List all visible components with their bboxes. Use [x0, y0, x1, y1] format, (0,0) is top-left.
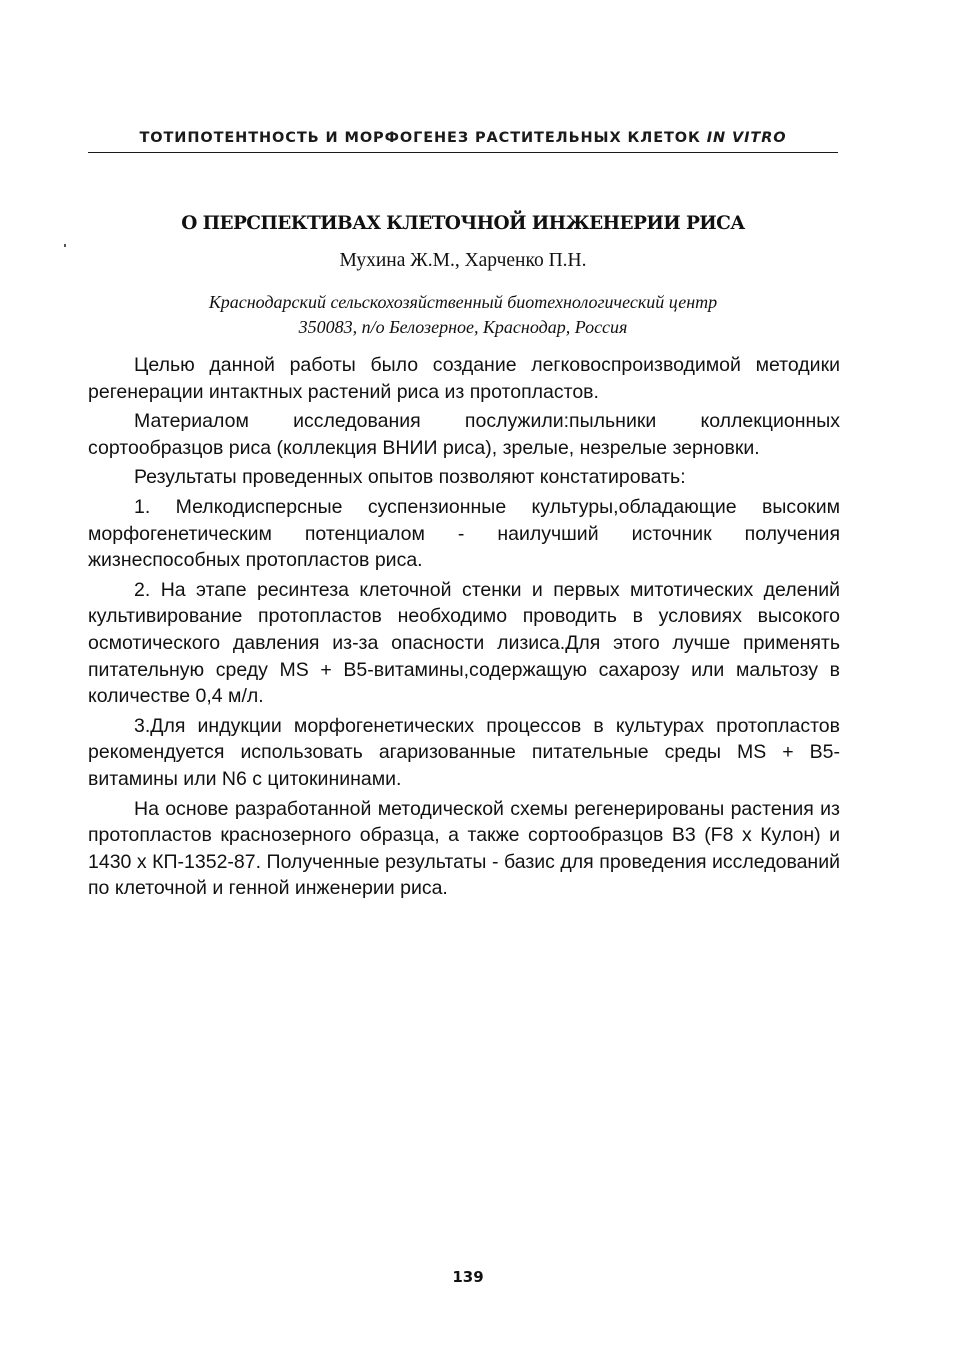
running-header-italic: IN VITRO [706, 130, 787, 146]
header-rule [88, 152, 838, 153]
affiliation-line-2: 350083, п/о Белозерное, Краснодар, Россия [298, 317, 628, 337]
affiliation-line-1: Краснодарский сельскохозяйственный биотехнологический центр [208, 292, 718, 312]
running-header-main: ТОТИПОТЕНТНОСТЬ И МОРФОГЕНЕЗ РАСТИТЕЛЬНЫХ КЛЕТОК [139, 130, 701, 146]
paragraph-material: Материалом исследования послужили:пыльники коллекционных сортообразцов риса (коллекция ВНИИ риса), зрелые, незрелые зерновки. [88, 410, 840, 459]
scan-speck [64, 244, 66, 247]
paragraph-results-intro: Результаты проведенных опытов позволяют констатировать: [134, 466, 686, 489]
article-authors: Мухина Ж.М., Харченко П.Н. [339, 250, 587, 271]
paragraph-conclusion: На основе разработанной методической схемы регенерированы растения из протопластов краснозерного образца, а также сортообразцов B3 (F8 х Кулон) и 1430 х КП-1352-87. Полученные результаты - базис для проведения исследований по клеточной и генной инженерии риса. [88, 797, 840, 900]
article-body [88, 352, 840, 905]
page-number: 139 [452, 1268, 484, 1286]
paragraph-goal: Целью данной работы было создание легковоспроизводимой методики регенерации интактных растений риса из протопластов. [88, 354, 840, 403]
result-item-1: 1. Мелкодисперсные суспензионные культуры,обладающие высоким морфогенетическим потенциалом - наилучший источник получения жизнеспособных протопластов риса. [88, 495, 840, 572]
article-affiliation [88, 290, 838, 340]
running-header [88, 130, 838, 146]
result-item-3: 3.Для индукции морфогенетических процессов в культурах протопластов рекомендуется использовать агаризованные питательные среды MS + B5-витамины или N6 с цитокининами. [88, 714, 840, 790]
result-item-2: 2. На этапе ресинтеза клеточной стенки и первых митотических делений культивирование протопластов необходимо проводить в условиях высокого осмотического давления из-за опасности лизиса.Для этого лучше применять питательную среду MS + B5-витамины,содержащую сахарозу или мальтозу в количестве 0,4 м/л. [88, 578, 840, 708]
article-title: О ПЕРСПЕКТИВАХ КЛЕТОЧНОЙ ИНЖЕНЕРИИ РИСА [181, 213, 745, 234]
